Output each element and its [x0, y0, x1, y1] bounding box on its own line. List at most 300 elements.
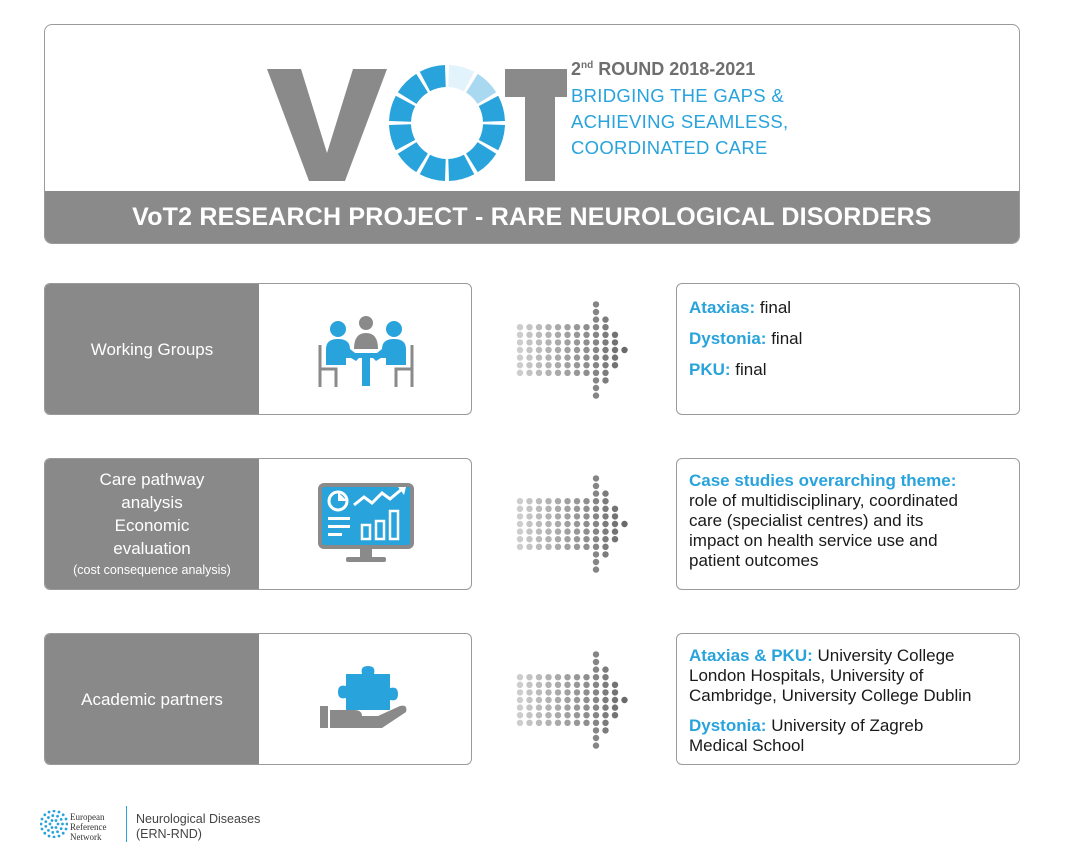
- arrow-dot: [517, 689, 523, 695]
- ern-dot: [51, 819, 54, 822]
- arrow-dot: [593, 551, 599, 557]
- project-banner: [45, 191, 1019, 243]
- ern-dot: [56, 830, 59, 833]
- arrow-dot: [545, 339, 551, 345]
- arrow-dot: [545, 347, 551, 353]
- arrow-dot: [593, 347, 599, 353]
- row-academic-partners-details: Ataxias & PKU: University College London Hospitals, University of Cambridge, University College Dublin Dystonia: University of Zagreb Medical School: [676, 633, 1020, 765]
- row-label: Working Groups: [45, 284, 259, 414]
- ataxias-pku-key: Ataxias & PKU:: [689, 646, 813, 665]
- arrow-dot: [602, 324, 608, 330]
- row-working-groups-details: [676, 283, 1020, 415]
- arrow-dot: [593, 712, 599, 718]
- arrow-dot: [583, 697, 589, 703]
- arrow-dot: [583, 544, 589, 550]
- arrow-dot: [602, 332, 608, 338]
- arrow-dot: [555, 339, 561, 345]
- arrow-dot: [555, 324, 561, 330]
- arrow-dot: [612, 689, 618, 695]
- arrow-dot: [593, 727, 599, 733]
- arrow-dot: [526, 354, 532, 360]
- arrow-dot: [545, 521, 551, 527]
- case-studies-body-3: impact on health service use and: [689, 531, 938, 550]
- arrow-dot: [583, 347, 589, 353]
- arrow-dot: [602, 704, 608, 710]
- arrow-dot: [545, 506, 551, 512]
- arrow-dot: [536, 506, 542, 512]
- arrow-dot: [574, 536, 580, 542]
- arrow-dot: [602, 339, 608, 345]
- arrow-dot: [536, 332, 542, 338]
- arrow-dot: [583, 521, 589, 527]
- arrow-dot: [593, 301, 599, 307]
- arrow-dot: [564, 712, 570, 718]
- arrow-dot: [526, 362, 532, 368]
- arrow-dot: [621, 697, 627, 703]
- analytics-monitor-icon: [259, 459, 472, 589]
- arrow-dot: [602, 377, 608, 383]
- arrow-dot: [583, 332, 589, 338]
- arrow-dot: [545, 544, 551, 550]
- ern-dot: [65, 818, 68, 821]
- arrow-dot: [602, 551, 608, 557]
- logo-letter-t-stem: [525, 69, 555, 181]
- arrow-dot: [545, 712, 551, 718]
- arrow-dot: [536, 712, 542, 718]
- ern-dot: [57, 823, 60, 826]
- arrow-dot: [574, 498, 580, 504]
- arrow-dot: [555, 689, 561, 695]
- arrow-dot: [574, 332, 580, 338]
- arrow-dot: [574, 528, 580, 534]
- arrow-dot: [574, 682, 580, 688]
- ataxias-status: final: [755, 298, 792, 317]
- pku-status: final: [730, 360, 767, 379]
- round-heading: 2nd ROUND 2018-2021: [571, 59, 756, 79]
- arrow-dot: [545, 362, 551, 368]
- arrow-dot: [564, 370, 570, 376]
- case-studies-heading: Case studies overarching theme:: [689, 471, 957, 490]
- arrow-dot: [602, 697, 608, 703]
- arrow-dot: [574, 362, 580, 368]
- arrow-dot: [593, 498, 599, 504]
- arrow-dot: [602, 362, 608, 368]
- arrow-dot: [593, 536, 599, 542]
- arrow-dot: [612, 704, 618, 710]
- arrow-dot: [517, 324, 523, 330]
- arrow-dot: [593, 316, 599, 322]
- arrow-dot: [545, 689, 551, 695]
- arrow-dot: [593, 354, 599, 360]
- arrow-dot: [536, 347, 542, 353]
- ern-dot: [60, 818, 63, 821]
- arrow-dot: [602, 720, 608, 726]
- arrow-dot: [593, 659, 599, 665]
- arrow-dot: [574, 506, 580, 512]
- arrow-dot: [574, 347, 580, 353]
- meeting-icon: [259, 284, 472, 414]
- arrow-dot: [545, 528, 551, 534]
- arrow-dot: [593, 720, 599, 726]
- arrow-dot: [555, 697, 561, 703]
- arrow-dot: [564, 689, 570, 695]
- arrow-dot: [574, 689, 580, 695]
- row-label: Care pathway analysis Economic evaluation (cost consequence analysis): [45, 459, 259, 589]
- arrow-dot: [593, 559, 599, 565]
- arrow-dot: [536, 720, 542, 726]
- arrow-dot: [593, 475, 599, 481]
- ern-dot: [51, 826, 54, 829]
- arrow-dot: [593, 483, 599, 489]
- arrow-dot: [602, 490, 608, 496]
- arrow-dot: [517, 536, 523, 542]
- arrow-dot: [574, 324, 580, 330]
- arrow-dots-2: [512, 474, 642, 574]
- arrow-dot: [602, 498, 608, 504]
- ern-dot: [56, 815, 59, 818]
- footer-divider: [126, 806, 127, 842]
- arrow-dot: [555, 528, 561, 534]
- arrow-dot: [593, 513, 599, 519]
- arrow-dot: [536, 674, 542, 680]
- arrow-dot: [555, 354, 561, 360]
- arrow-dot: [526, 332, 532, 338]
- arrow-dot: [564, 354, 570, 360]
- arrow-dot: [583, 674, 589, 680]
- arrow-dot: [526, 682, 532, 688]
- arrow-dot: [526, 704, 532, 710]
- arrow-dot: [593, 544, 599, 550]
- arrow-dot: [536, 513, 542, 519]
- arrow-dot: [517, 506, 523, 512]
- dystonia-status: final: [766, 329, 803, 348]
- arrow-dot: [517, 521, 523, 527]
- arrow-dot: [545, 704, 551, 710]
- arrow-dot: [517, 682, 523, 688]
- arrow-dot: [593, 324, 599, 330]
- arrow-dot: [564, 536, 570, 542]
- hand-puzzle-icon: [259, 634, 472, 764]
- arrow-dot: [536, 370, 542, 376]
- tagline-line-1: BRIDGING THE GAPS &: [571, 85, 785, 106]
- arrow-dot: [612, 362, 618, 368]
- row-label: Academic partners: [45, 634, 259, 764]
- ern-dot: [60, 827, 63, 830]
- ern-dot: [58, 835, 61, 838]
- arrow-dot: [612, 332, 618, 338]
- arrow-dots-1: [512, 300, 642, 400]
- row-care-pathway-details: [676, 458, 1020, 590]
- arrow-dot: [602, 370, 608, 376]
- arrow-dot: [526, 347, 532, 353]
- arrow-dot: [574, 674, 580, 680]
- arrow-dot: [602, 544, 608, 550]
- arrow-dot: [536, 324, 542, 330]
- arrow-dot: [621, 347, 627, 353]
- arrow-dot: [593, 377, 599, 383]
- arrow-dot: [564, 324, 570, 330]
- arrow-dot: [612, 521, 618, 527]
- arrow-dot: [536, 704, 542, 710]
- ern-dot: [43, 813, 46, 816]
- arrow-dot: [555, 362, 561, 368]
- arrow-dot: [555, 536, 561, 542]
- arrow-dot: [536, 682, 542, 688]
- arrow-dot: [621, 521, 627, 527]
- arrow-dot: [593, 528, 599, 534]
- arrow-dot: [536, 544, 542, 550]
- arrow-dot: [602, 689, 608, 695]
- arrow-dot: [545, 720, 551, 726]
- ern-dot: [55, 826, 58, 829]
- header-card: [44, 24, 1020, 244]
- arrow-dot: [517, 712, 523, 718]
- arrow-dot: [555, 347, 561, 353]
- arrow-dot: [555, 521, 561, 527]
- tagline-line-3: COORDINATED CARE: [571, 137, 768, 158]
- arrow-dot: [517, 332, 523, 338]
- arrow-dot: [583, 370, 589, 376]
- arrow-dot: [583, 682, 589, 688]
- arrow-dot: [564, 339, 570, 345]
- arrow-dot: [526, 720, 532, 726]
- ern-dot: [44, 820, 47, 823]
- arrow-dot: [602, 506, 608, 512]
- arrow-dot: [583, 528, 589, 534]
- arrow-dot: [536, 689, 542, 695]
- arrow-dot: [602, 674, 608, 680]
- arrow-dot: [612, 536, 618, 542]
- ern-dot: [53, 810, 56, 812]
- arrow-dot: [555, 370, 561, 376]
- arrow-dot: [593, 370, 599, 376]
- arrow-dot: [574, 712, 580, 718]
- arrow-dot: [564, 347, 570, 353]
- arrow-dot: [545, 536, 551, 542]
- arrow-dot: [593, 682, 599, 688]
- arrow-dot: [517, 528, 523, 534]
- arrow-dot: [564, 682, 570, 688]
- arrow-dot: [517, 544, 523, 550]
- arrow-dot: [517, 674, 523, 680]
- arrow-dot: [564, 544, 570, 550]
- ern-dots-icon: [40, 810, 68, 838]
- arrow-dot: [536, 354, 542, 360]
- arrow-dot: [564, 513, 570, 519]
- arrow-dot: [526, 513, 532, 519]
- arrow-dot: [517, 720, 523, 726]
- arrow-dot: [583, 339, 589, 345]
- row-working-groups: [44, 283, 472, 415]
- arrow-dot: [612, 697, 618, 703]
- case-studies-body-2: care (specialist centres) and its: [689, 511, 924, 530]
- vot-logo: [267, 61, 567, 185]
- logo-ring-o: [389, 65, 505, 181]
- arrow-dot: [564, 362, 570, 368]
- arrow-dot: [536, 536, 542, 542]
- arrow-dot: [517, 370, 523, 376]
- ern-rnd-text: Neurological Diseases (ERN-RND): [136, 812, 261, 841]
- arrow-dot: [526, 528, 532, 534]
- arrow-dot: [564, 332, 570, 338]
- case-studies-body-4: patient outcomes: [689, 551, 819, 570]
- arrow-dot: [612, 513, 618, 519]
- arrow-dot: [583, 506, 589, 512]
- arrow-dot: [574, 339, 580, 345]
- arrow-dot: [602, 354, 608, 360]
- arrow-dot: [593, 689, 599, 695]
- arrow-dot: [517, 513, 523, 519]
- pku-key: PKU:: [689, 360, 731, 379]
- ern-text: European Reference Network: [70, 812, 107, 842]
- case-studies-body-1: role of multidisciplinary, coordinated: [689, 491, 958, 510]
- ern-dot: [47, 816, 50, 819]
- arrow-dot: [612, 712, 618, 718]
- arrow-dot: [545, 674, 551, 680]
- arrow-dot: [574, 720, 580, 726]
- row-care-pathway: [44, 458, 472, 590]
- arrow-dot: [564, 528, 570, 534]
- arrow-dot: [593, 385, 599, 391]
- arrow-dot: [574, 697, 580, 703]
- ern-dot: [44, 825, 47, 828]
- ern-dot: [62, 832, 65, 835]
- arrow-dot: [526, 370, 532, 376]
- arrow-dot: [574, 354, 580, 360]
- row-academic-partners: [44, 633, 472, 765]
- arrow-dot: [574, 513, 580, 519]
- arrow-dot: [593, 666, 599, 672]
- ern-dot: [43, 832, 46, 835]
- arrow-dot: [612, 339, 618, 345]
- ern-dot: [51, 814, 54, 817]
- ern-dot: [53, 836, 56, 838]
- arrow-dot: [612, 347, 618, 353]
- arrow-dot: [555, 682, 561, 688]
- tagline-line-2: ACHIEVING SEAMLESS,: [571, 111, 789, 132]
- arrow-dot: [564, 521, 570, 527]
- arrow-dot: [593, 697, 599, 703]
- arrow-dot: [545, 697, 551, 703]
- arrow-dot: [564, 506, 570, 512]
- arrow-dot: [602, 712, 608, 718]
- arrow-dot: [593, 490, 599, 496]
- ern-dot: [49, 823, 52, 826]
- arrow-dot: [526, 689, 532, 695]
- arrow-dot: [526, 521, 532, 527]
- ern-dot: [48, 811, 51, 814]
- ern-dot: [41, 818, 44, 821]
- arrow-dot: [612, 506, 618, 512]
- arrow-dot: [593, 674, 599, 680]
- arrow-dot: [555, 674, 561, 680]
- arrow-dot: [517, 347, 523, 353]
- arrow-dot: [536, 362, 542, 368]
- arrow-dot: [593, 742, 599, 748]
- arrow-dot: [545, 354, 551, 360]
- arrow-dot: [593, 309, 599, 315]
- arrow-dot: [612, 354, 618, 360]
- arrow-dot: [526, 712, 532, 718]
- arrow-dot: [555, 544, 561, 550]
- arrow-dot: [564, 720, 570, 726]
- ern-dot: [48, 835, 51, 838]
- arrow-dot: [602, 513, 608, 519]
- arrow-dot: [593, 392, 599, 398]
- arrow-dot: [517, 704, 523, 710]
- arrow-dot: [612, 528, 618, 534]
- arrow-dot: [583, 362, 589, 368]
- dystonia-partner-key: Dystonia:: [689, 716, 767, 735]
- arrow-dot: [602, 521, 608, 527]
- arrow-dot: [545, 682, 551, 688]
- arrow-dot: [517, 354, 523, 360]
- ern-dot: [55, 819, 58, 822]
- arrow-dot: [564, 704, 570, 710]
- arrow-dot: [593, 566, 599, 572]
- logo-letter-v: [267, 69, 387, 181]
- arrow-dot: [526, 544, 532, 550]
- dystonia-key: Dystonia:: [689, 329, 767, 348]
- arrow-dot: [593, 704, 599, 710]
- project-banner-title: VoT2 RESEARCH PROJECT - RARE NEUROLOGICAL DISORDERS: [132, 202, 932, 231]
- arrow-dot: [526, 536, 532, 542]
- arrow-dot: [593, 339, 599, 345]
- arrow-dot: [555, 513, 561, 519]
- arrow-dot: [574, 704, 580, 710]
- arrow-dot: [602, 682, 608, 688]
- arrow-dot: [574, 521, 580, 527]
- ern-dot: [41, 828, 44, 831]
- arrow-dot: [526, 506, 532, 512]
- arrow-dot: [555, 704, 561, 710]
- arrow-dot: [517, 697, 523, 703]
- arrow-dot: [593, 506, 599, 512]
- arrow-dot: [517, 339, 523, 345]
- arrow-dot: [545, 324, 551, 330]
- arrow-dot: [574, 544, 580, 550]
- ern-dot: [66, 823, 68, 826]
- arrow-dots-3: [512, 650, 642, 750]
- arrow-dot: [545, 332, 551, 338]
- arrow-dot: [593, 651, 599, 657]
- arrow-dot: [602, 347, 608, 353]
- arrow-dot: [526, 498, 532, 504]
- arrow-dot: [564, 674, 570, 680]
- arrow-dot: [583, 513, 589, 519]
- arrow-dot: [536, 521, 542, 527]
- ern-dot: [62, 813, 65, 816]
- arrow-dot: [536, 339, 542, 345]
- arrow-dot: [564, 498, 570, 504]
- arrow-dot: [602, 528, 608, 534]
- arrow-dot: [593, 521, 599, 527]
- arrow-dot: [564, 697, 570, 703]
- arrow-dot: [574, 370, 580, 376]
- ern-dot: [65, 828, 68, 831]
- arrow-dot: [583, 720, 589, 726]
- ataxias-key: Ataxias:: [689, 298, 756, 317]
- ern-dot: [47, 829, 50, 832]
- arrow-dot: [593, 362, 599, 368]
- arrow-dot: [612, 682, 618, 688]
- arrow-dot: [526, 324, 532, 330]
- arrow-dot: [602, 536, 608, 542]
- arrow-dot: [517, 362, 523, 368]
- arrow-dot: [517, 498, 523, 504]
- arrow-dot: [555, 498, 561, 504]
- arrow-dot: [583, 324, 589, 330]
